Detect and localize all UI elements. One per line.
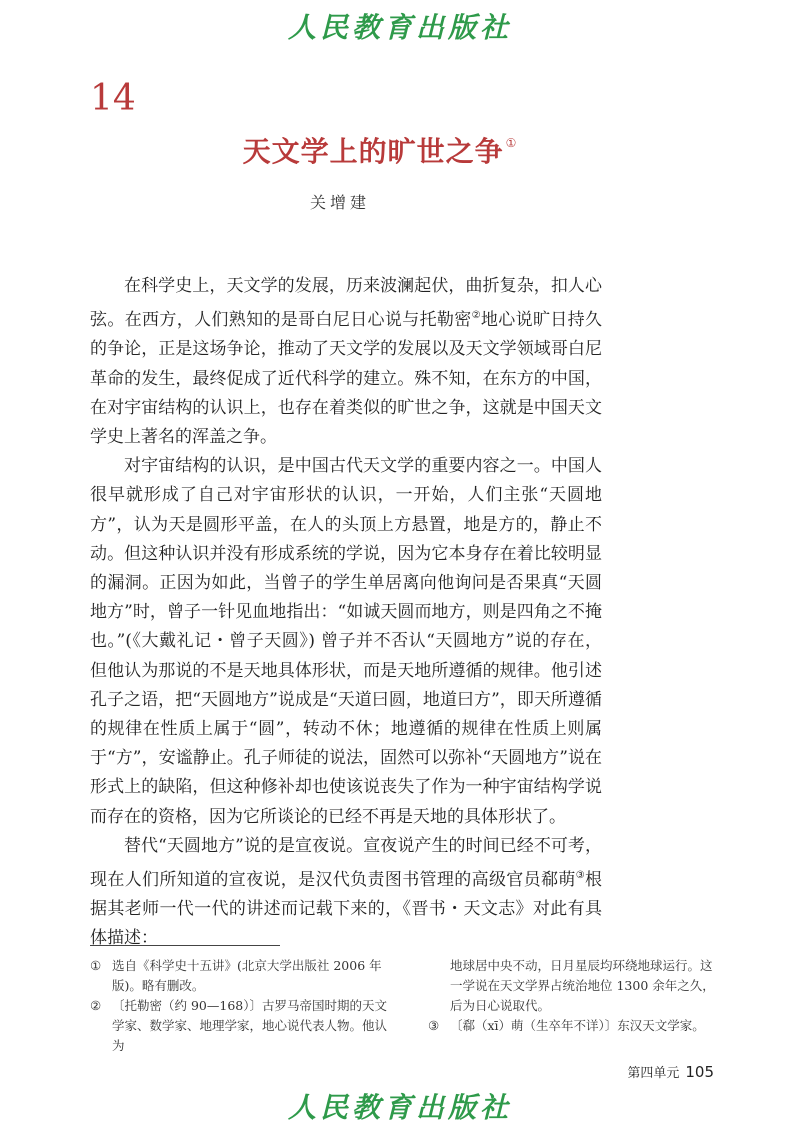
paragraph: 对宇宙结构的认识，是中国古代天文学的重要内容之一。中国人很早就形成了自己对宇宙形状的认识，一开始，人们主张“天圆地方”，认为天是圆形平盖，在人的头顶上方悬置，地是方的，静止不动。但这种认识并没有形成系统的学说，因为它本身存在着比较明显的漏洞。正因为如此，当曾子的学生单居离向他询问是否果真“天圆地方”时，曾子一针见血地指出：“如诚天圆而地方，则是四角之不掩也。”(《大戴礼记・曾子天圆》) 曾子并不否认“天圆地方”说的存在，但他认为那说的不是天地具体形状，而是天地所遵循的规律。他引述孔子之语，把“天圆地方”说成是“天道曰圆，地道曰方”，即天所遵循的规律在性质上属于“圆”，转动不休；地遵循的规律在性质上则属于“方”，安谧静止。孔子师徒的说法，固然可以弥补“天圆地方”说在形式上的缺陷，但这种修补却也使该说丧失了作为一种宇宙结构学说而存在的资格，因为它所谈论的已经不再是天地的具体形状了。 xyxy=(90,456,602,827)
title-footnote-mark[interactable]: ① xyxy=(505,136,518,150)
footnotes-left-column xyxy=(90,956,390,1056)
title-text: 天文学上的旷世之争 xyxy=(242,135,504,168)
footnote-text: 〔郗（xī）萌（生卒年不详）〕东汉天文学家。 xyxy=(450,1018,705,1033)
article-body xyxy=(90,272,602,954)
footnote-mark: ③ xyxy=(428,1018,440,1033)
paragraph: 替代“天圆地方”说的是宣夜说。宣夜说产生的时间已经不可考，现在人们所知道的宣夜说，是汉代负责图书管理的高级官员郗萌③根据其老师一代一代的讲述而记载下来的，《晋书・天文志》对此有具体描述： xyxy=(90,835,602,949)
footnote-3 xyxy=(428,1016,720,1036)
lesson-number: 14 xyxy=(90,78,136,119)
lesson-title xyxy=(0,130,760,170)
footnote-text: 〔托勒密（约 90—168）〕古罗马帝国时期的天文学家、数学家、地理学家，地心说代表人物。他认为 xyxy=(112,998,388,1053)
footnote-ref[interactable]: ② xyxy=(471,310,481,322)
footnote-divider xyxy=(90,945,280,946)
footnote-mark: ② xyxy=(90,998,102,1013)
footnotes-right-column xyxy=(428,956,720,1036)
unit-label: 第四单元 xyxy=(627,1066,680,1081)
page-footer xyxy=(627,1062,714,1081)
footnote-mark: ① xyxy=(90,958,102,973)
publisher-logo-bottom: 人民教育出版社 xyxy=(287,1091,512,1124)
publisher-logo-top: 人民教育出版社 xyxy=(287,11,512,44)
footnote-1 xyxy=(90,956,390,996)
footnote-2-continued: 地球居中央不动，日月星辰均环绕地球运行。这一学说在天文学界占统治地位 1300 余年之久，后为日心说取代。 xyxy=(450,958,715,1013)
paragraph: 在科学史上，天文学的发展，历来波澜起伏，曲折复杂，扣人心弦。在西方，人们熟知的是哥白尼日心说与托勒密②地心说旷日持久的争论，正是这场争论，推动了天文学的发展以及天文学领域哥白尼革命的发生，最终促成了近代科学的建立。殊不知，在东方的中国，在对宇宙结构的认识上，也存在着类似的旷世之争，这就是中国天文学史上著名的浑盖之争。 xyxy=(90,276,602,448)
footnote-2 xyxy=(90,996,390,1056)
author: 关增建 xyxy=(309,193,370,212)
footnote-text: 选自《科学史十五讲》(北京大学出版社 2006 年版)。略有删改。 xyxy=(112,958,382,993)
page-number: 105 xyxy=(685,1063,714,1081)
footnote-ref[interactable]: ③ xyxy=(575,870,585,882)
